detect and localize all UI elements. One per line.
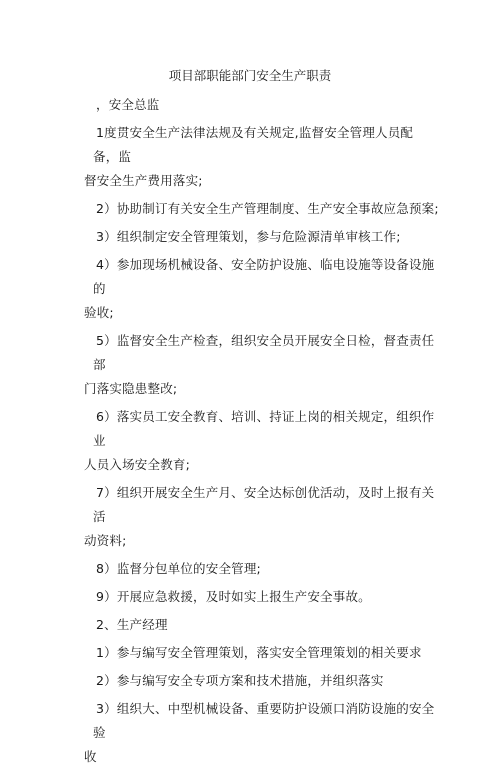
paragraph-line-continued: 动资料; xyxy=(84,533,127,548)
paragraph-line: 6）落实员工安全教育、培训、持证上岗的相关规定，组织作业 xyxy=(93,409,435,448)
paragraph-safety-director-2: 2）协助制订有关安全生产管理制度、生产安全事故应急预案; xyxy=(96,201,439,216)
paragraph-safety-director-6 xyxy=(84,405,435,477)
paragraph-safety-director-5 xyxy=(84,329,435,401)
paragraph-line: 5）监督安全生产检查，组织安全员开展安全日检，督查责任部 xyxy=(93,333,435,372)
paragraph-production-manager-3 xyxy=(84,697,435,769)
paragraph-safety-director-9: 9）开展应急救援，及时如实上报生产安全事故。 xyxy=(96,589,371,604)
document-body xyxy=(84,93,439,773)
paragraph-line: 4）参加现场机械设备、安全防护设施、临电设施等设备设施的 xyxy=(93,257,435,296)
paragraph-production-manager-1: 1）参与编写安全管理策划，落实安全管理策划的相关要求 xyxy=(96,645,422,660)
paragraph-safety-director-4 xyxy=(84,253,435,325)
paragraph-line: 3）组织大、中型机械设备、重要防护设颁口消防设施的安全验 xyxy=(93,701,435,740)
paragraph-line-continued: 验收; xyxy=(84,305,114,320)
paragraph-line-continued: 督安全生产费用落实; xyxy=(84,173,203,188)
page-title: 项目部职能部门安全生产职责 xyxy=(168,68,332,83)
paragraph-safety-director-1 xyxy=(84,121,435,193)
paragraph-line: 7）组织开展安全生产月、安全达标创优活动，及时上报有关活 xyxy=(93,485,435,524)
paragraph-line-continued: 人员入场安全教育; xyxy=(84,457,191,472)
paragraph-safety-director-8: 8）监督分包单位的安全管理; xyxy=(96,561,261,576)
paragraph-safety-director-3: 3）组织制定安全管理策划，参与危险源清单审核工作; xyxy=(96,229,401,244)
paragraph-safety-director-7 xyxy=(84,481,435,553)
paragraph-line: 1度贯安全生产法律法规及有关规定,监督安全管理人员配备，监 xyxy=(93,125,414,164)
paragraph-production-manager-2: 2）参与编写安全专项方案和技术措施，并组织落实 xyxy=(96,673,384,688)
section-heading-safety-director: ，安全总监 xyxy=(96,97,160,112)
section-heading-production-manager: 2、生产经理 xyxy=(96,617,168,632)
paragraph-line-continued: 门落实隐患整改; xyxy=(84,381,178,396)
paragraph-line-continued: 收 xyxy=(84,749,97,764)
